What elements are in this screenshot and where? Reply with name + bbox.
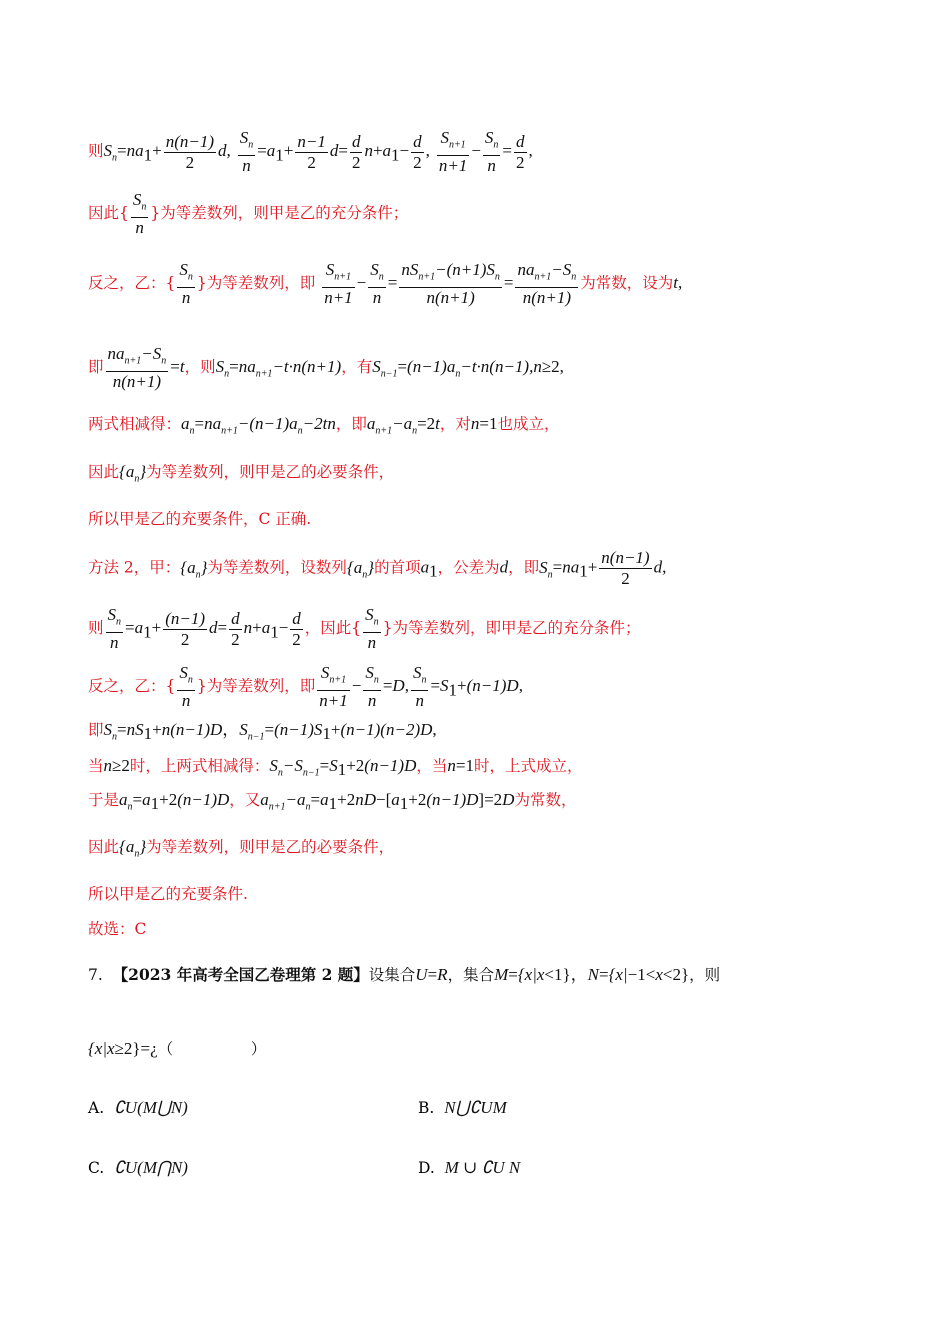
question-7-stem: 7. 【2023 年高考全国乙卷理第 2 题】设集合U=R，集合M={x|x<1}，N={x|−1<x<2}，则 <box>88 965 721 984</box>
solution-line-10: 反之，乙：{ $\frac{S_n}{n}$ }为等差数列，即 $\frac{S_{n+1}}{n+1}$ − $\frac{S_n}{n}$ =D, $\frac{S_n}{n}$ $=S_1+(n-1)D$, <box>88 663 523 711</box>
option-a[interactable]: A. ∁U(M⋃N) <box>88 1098 188 1117</box>
solution-line-4: 即 $\frac{na_{n+1}-S_n}{n(n+1)}$ =t，则$S_n=na_{n+1}-t\cdot n(n+1)$，有$S_{n-1}=(n-1)a_n-t\cdot n(n-1),n\ge 2$, <box>88 344 564 392</box>
option-b[interactable]: B. N⋃∁UM <box>418 1098 507 1117</box>
solution-line-1: 则$S_n=na_1+$ $\frac{n(n-1)}{2}$ d, $\frac{S_n}{n}$ $=a_1+$ $\frac{n-1}{2}$ d= $\frac{d}{2}$ $n+a_1-$ $\frac{d}{2}$ , $\frac{S_{n+1}}{n+1}$ − $\frac{S_n}{n}$ = $\frac{d}{2}$ , <box>88 128 533 176</box>
option-d[interactable]: D. M ∪ ∁U N <box>418 1158 521 1177</box>
solution-line-15: 所以甲是乙的充要条件. <box>88 885 248 903</box>
solution-line-13: 于是$a_n=a_1+2(n-1)D$，又$a_{n+1}-a_n=a_1+2nD-[a_1+2(n-1)D]=2D$为常数， <box>88 790 577 814</box>
solution-line-16: 故选：C <box>88 920 147 938</box>
solution-line-2: 因此{ $\frac{S_n}{n}$ }为等差数列，则甲是乙的充分条件； <box>88 190 409 238</box>
question-7-line2: {x|x≥2}=¿（ ） <box>88 1039 267 1058</box>
solution-line-14: 因此$\{a_n\}$为等差数列，则甲是乙的必要条件， <box>88 837 395 860</box>
solution-line-8: 方法 2，甲：$\{a_n\}$为等差数列，设数列$\{a_n\}$的首项$a_1$，公差为d，即$S_n=na_1+$ $\frac{n(n-1)}{2}$ d, <box>88 548 667 588</box>
solution-line-11: 即$S_n=nS_1+n(n-1)D$，$S_{n-1}=(n-1)S_1+(n-1)(n-2)D$, <box>88 720 437 744</box>
solution-line-7: 所以甲是乙的充要条件，C 正确. <box>88 510 312 528</box>
solution-line-6: 因此$\{a_n\}$为等差数列，则甲是乙的必要条件， <box>88 462 395 485</box>
solution-line-9: 则 $\frac{S_n}{n}$ $=a_1+$ $\frac{(n-1)}{2}$ d= $\frac{d}{2}$ $n+a_1-$ $\frac{d}{2}$ ，因此{ $\frac{S_n}{n}$ }为等差数列，即甲是乙的充分条件； <box>88 605 641 653</box>
solution-line-5: 两式相减得：$a_n=na_{n+1}-(n-1)a_n-2tn$，即$a_{n+1}-a_n=2t$，对n=1也成立， <box>88 414 560 437</box>
option-c[interactable]: C. ∁U(M⋂N) <box>88 1158 188 1177</box>
solution-line-12: 当n≥2时，上两式相减得：$S_n-S_{n-1}=S_1+2(n-1)D$，当n=1时，上式成立， <box>88 756 583 780</box>
solution-line-3: 反之，乙：{ $\frac{S_n}{n}$ }为等差数列，即 $\frac{S_{n+1}}{n+1}$ − $\frac{S_n}{n}$ = $\frac{nS_{n+1}-(n+1)S_n}{n(n+1)}$ = $\frac{na_{n+1}-S_n}{n(n+1)}$ 为常数，设为t, <box>88 260 683 308</box>
